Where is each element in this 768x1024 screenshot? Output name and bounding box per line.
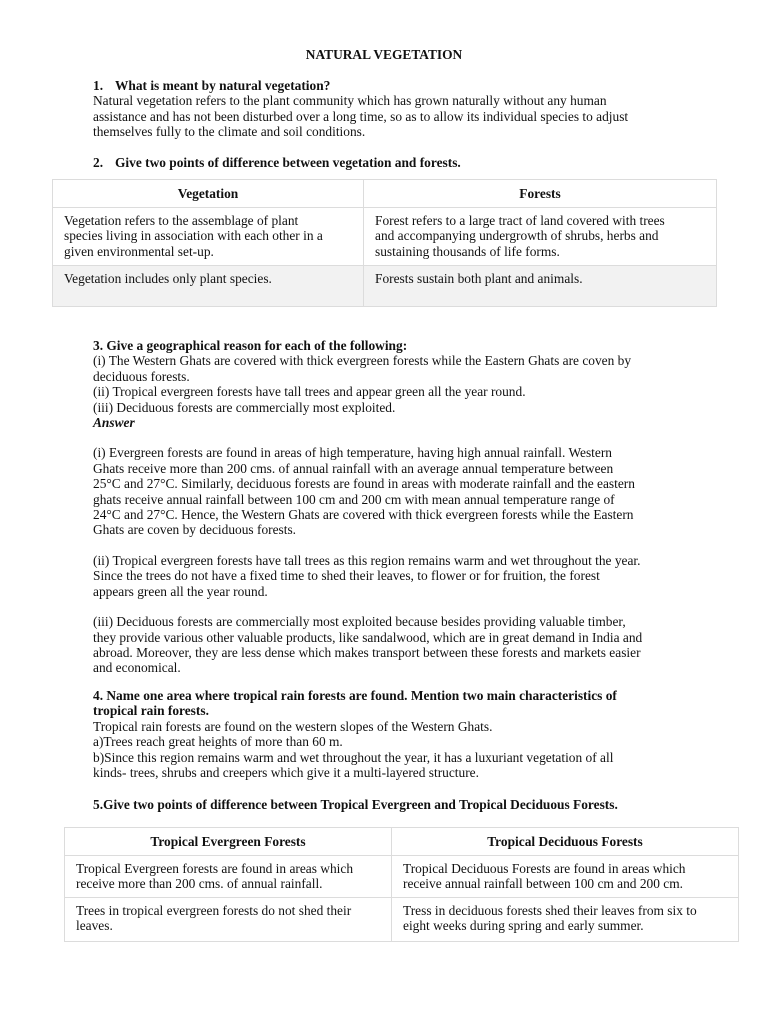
question-4-cont: tropical rain forests. xyxy=(93,703,209,719)
answer-line: they provide various other valuable products, like sandalwood, which are in great demand in India and xyxy=(93,629,643,645)
page-title: NATURAL VEGETATION xyxy=(305,47,463,62)
question-2-section xyxy=(93,155,693,170)
cell-line: species living in association with each other in a xyxy=(64,228,323,244)
table-header: Forests xyxy=(364,180,717,208)
question-text: What is meant by natural vegetation? xyxy=(115,78,331,93)
answer-line: b)Since this region remains warm and wet throughout the year, it has a luxuriant vegetation of all xyxy=(93,749,614,765)
question-item: (iii) Deciduous forests are commercially most exploited. xyxy=(93,399,396,415)
answer-label: Answer xyxy=(93,415,135,431)
answer-line: Natural vegetation refers to the plant community which has grown naturally without any human xyxy=(93,93,607,109)
cell-line: Trees in tropical evergreen forests do not shed their xyxy=(76,903,352,918)
cell-line: sustaining thousands of life forms. xyxy=(375,243,560,259)
answer-line: (iii) Deciduous forests are commercially most exploited because besides providing valuable timber, xyxy=(93,614,626,630)
question-number: 2. xyxy=(93,155,104,170)
question-5: 5.Give two points of difference between Tropical Evergreen and Tropical Deciduous Forests. xyxy=(93,797,618,812)
answer-line: Since the trees do not have a fixed time to shed their leaves, to flower or for fruition, the forest xyxy=(93,568,600,584)
evergreen-deciduous-table xyxy=(64,827,739,942)
vegetation-forests-table xyxy=(52,179,717,307)
cell-line: receive annual rainfall between 100 cm and 200 cm. xyxy=(403,876,683,892)
table-cell xyxy=(392,898,739,942)
answer-line: Tropical rain forests are found on the western slopes of the Western Ghats. xyxy=(93,718,493,734)
table-cell xyxy=(53,208,364,266)
table-cell xyxy=(65,856,392,898)
table-header-row xyxy=(65,828,739,856)
table-row xyxy=(53,208,717,266)
question-2 xyxy=(93,155,693,170)
table-cell xyxy=(364,208,717,266)
cell-line: Tress in deciduous forests shed their leaves from six to xyxy=(403,903,697,918)
answer-line: kinds- trees, shrubs and creepers which give it a multi-layered structure. xyxy=(93,765,479,781)
table-cell xyxy=(364,266,717,307)
answer-line: Ghats receive more than 200 cms. of annual rainfall with an average annual temperature between xyxy=(93,460,614,476)
answer-line: abroad. Moreover, they are less dense which makes transport between these forests and markets easier xyxy=(93,644,641,660)
table-row xyxy=(65,898,739,942)
cell-line: Forest refers to a large tract of land covered with trees xyxy=(375,213,665,228)
answer-line: themselves fully to the climate and soil conditions. xyxy=(93,124,366,140)
question-item: (i) The Western Ghats are covered with thick evergreen forests while the Eastern Ghats are coven by xyxy=(93,353,632,369)
answer-paragraph xyxy=(93,614,693,676)
answer-line: (ii) Tropical evergreen forests have tall trees as this region remains warm and wet throughout the year. xyxy=(93,552,641,568)
cell-line: receive more than 200 cms. of annual rainfall. xyxy=(76,876,323,892)
question-number: 1. xyxy=(93,78,104,93)
answer-line: Ghats are coven by deciduous forests. xyxy=(93,522,297,538)
answer-line: 24°C and 27°C. Hence, the Western Ghats are covered with thick evergreen forests while the Eastern xyxy=(93,507,634,523)
question-4-section xyxy=(93,688,693,780)
table-cell xyxy=(65,898,392,942)
table-header: Vegetation xyxy=(53,180,364,208)
table-header: Tropical Deciduous Forests xyxy=(392,828,739,856)
table-cell xyxy=(392,856,739,898)
table-row xyxy=(65,856,739,898)
answer-line: (i) Evergreen forests are found in areas of high temperature, having high annual rainfall. Western xyxy=(93,445,612,461)
cell-line: and accompanying undergrowth of shrubs, herbs and xyxy=(375,228,659,244)
question-5-section xyxy=(93,797,733,812)
cell-line: leaves. xyxy=(76,918,113,934)
answer-paragraph xyxy=(93,553,693,599)
table-header: Tropical Evergreen Forests xyxy=(65,828,392,856)
question-3-section xyxy=(93,338,693,676)
cell-line: Vegetation refers to the assemblage of plant xyxy=(64,213,299,228)
table-cell xyxy=(53,266,364,307)
cell-line: Forests sustain both plant and animals. xyxy=(375,271,583,286)
cell-line: given environmental set-up. xyxy=(64,243,214,259)
question-1-section xyxy=(93,78,693,140)
answer-line: and economical. xyxy=(93,660,181,676)
answer-line: assistance and has not been disturbed over a long time, so as to allow its individual species to adjust xyxy=(93,108,629,124)
question-1 xyxy=(93,78,693,93)
table-row xyxy=(53,266,717,307)
cell-line: Vegetation includes only plant species. xyxy=(64,271,272,286)
cell-line: Tropical Evergreen forests are found in areas which xyxy=(76,861,354,876)
question-4: 4. Name one area where tropical rain forests are found. Mention two main characteristics of xyxy=(93,688,617,703)
answer-line: 25°C and 27°C. Similarly, deciduous forests are found in areas with moderate rainfall and the eastern xyxy=(93,476,635,492)
answer-line: appears green all the year round. xyxy=(93,583,268,599)
question-item: (ii) Tropical evergreen forests have tall trees and appear green all the year round. xyxy=(93,384,526,400)
cell-line: Tropical Deciduous Forests are found in areas which xyxy=(403,861,686,876)
question-item: deciduous forests. xyxy=(93,368,190,384)
answer-line: a)Trees reach great heights of more than 60 m. xyxy=(93,734,343,750)
table-header-row xyxy=(53,180,717,208)
answer-paragraph xyxy=(93,445,693,537)
cell-line: eight weeks during spring and early summer. xyxy=(403,918,644,934)
question-3: 3. Give a geographical reason for each of the following: xyxy=(93,338,408,353)
question-text: Give two points of difference between vegetation and forests. xyxy=(115,155,461,170)
answer-line: ghats receive annual rainfall between 100 cm and 200 cm with mean annual temperature range of xyxy=(93,491,615,507)
